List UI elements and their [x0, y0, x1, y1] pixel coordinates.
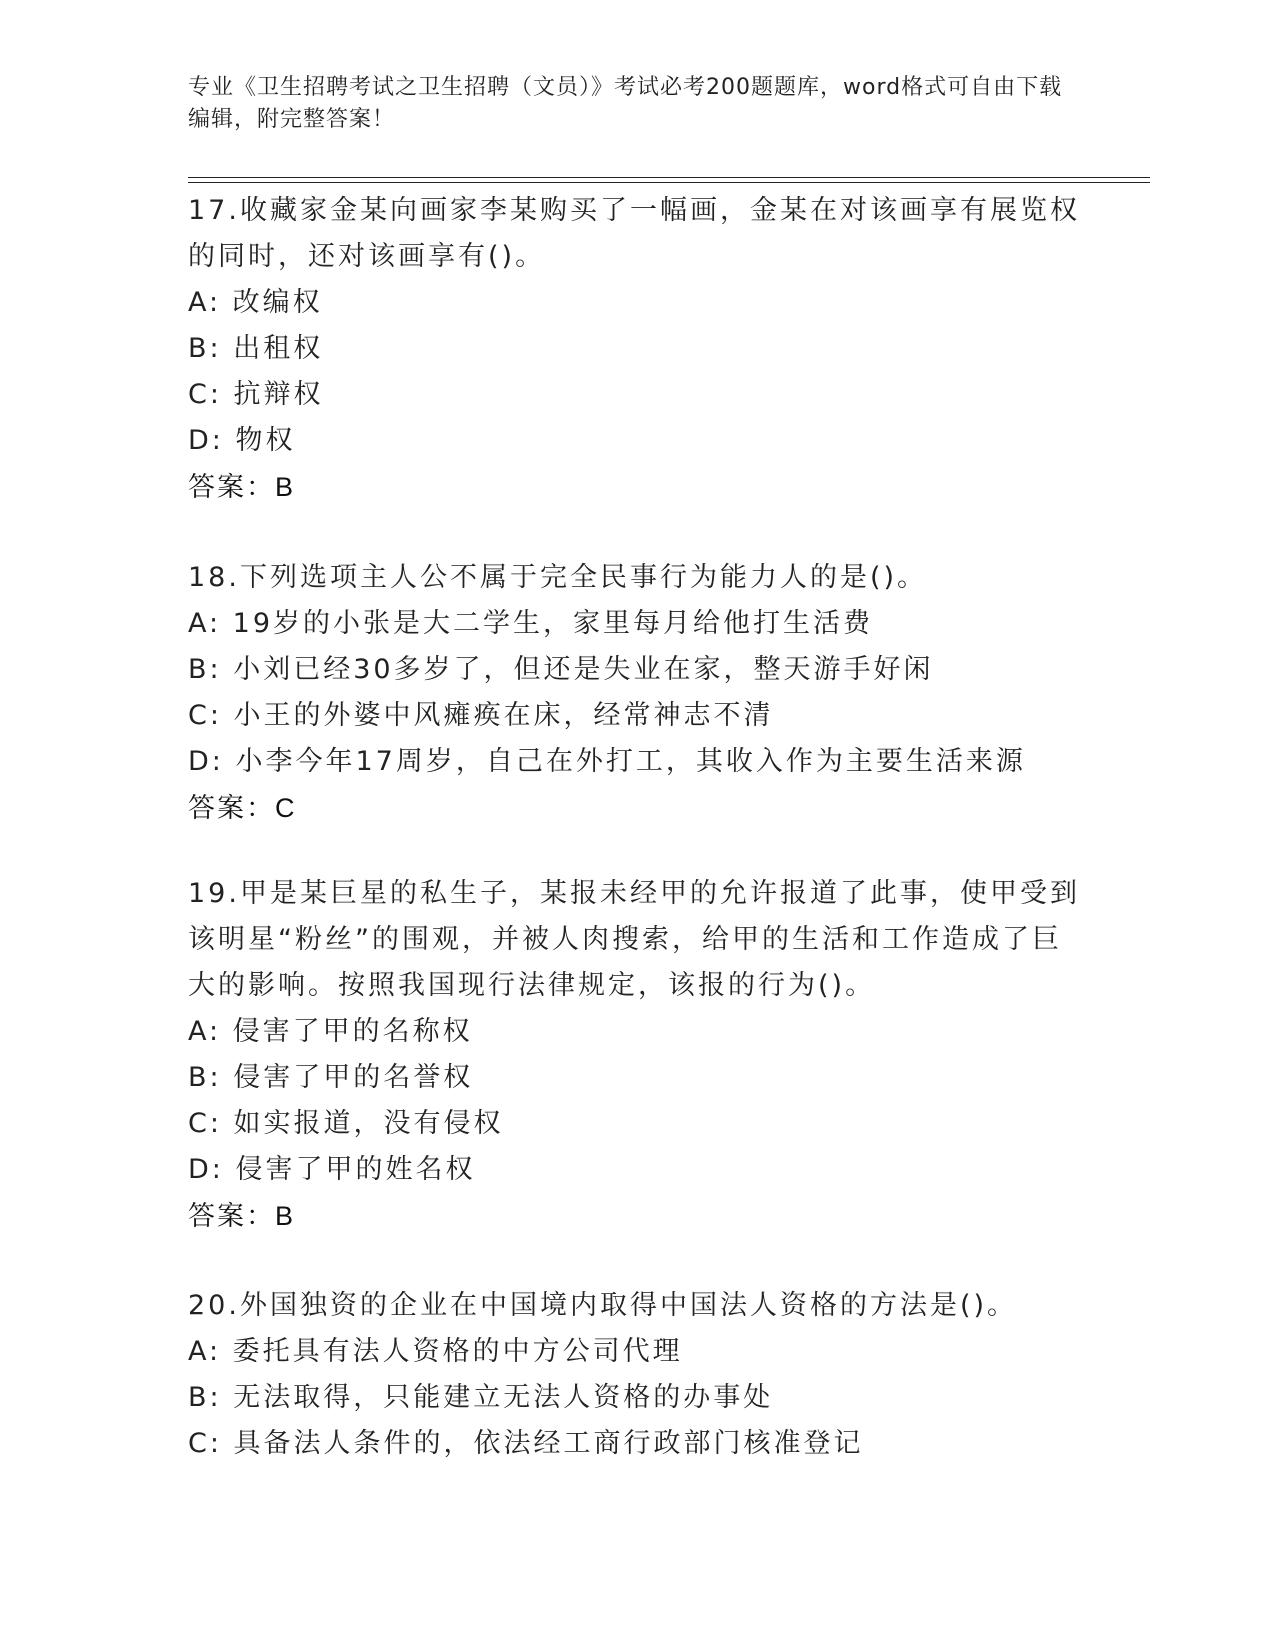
header-rule-top	[188, 177, 1150, 178]
option-c: C: 如实报道，没有侵权	[188, 1108, 504, 1139]
option-b: B: 无法取得，只能建立无法人资格的办事处	[188, 1382, 774, 1413]
option-b: B: 小刘已经30多岁了，但还是失业在家，整天游手好闲	[188, 654, 934, 685]
document-header: 专业《卫生招聘考试之卫生招聘（文员）》考试必考200题题库，word格式可自由下载编辑，附完整答案！	[188, 75, 1063, 132]
question-17	[188, 188, 1088, 510]
answer-line: 答案：B	[188, 1201, 296, 1231]
option-a: A: 改编权	[188, 287, 323, 318]
option-b: B: 出租权	[188, 333, 324, 364]
option-d: D: 小李今年17周岁，自己在外打工，其收入作为主要生活来源	[188, 746, 1026, 777]
header-rule-bottom	[188, 182, 1150, 183]
option-d: D: 物权	[188, 425, 296, 456]
answer-line: 答案：C	[188, 793, 297, 823]
question-stem: 19.甲是某巨星的私生子，某报未经甲的允许报道了此事，使甲受到该明星“粉丝”的围观，并被人肉搜索，给甲的生活和工作造成了巨大的影响。按照我国现行法律规定，该报的行为()。	[188, 878, 1080, 1001]
option-a: A: 侵害了甲的名称权	[188, 1016, 473, 1047]
question-stem: 20.外国独资的企业在中国境内取得中国法人资格的方法是()。	[188, 1290, 1018, 1321]
option-b: B: 侵害了甲的名誉权	[188, 1062, 474, 1093]
question-19	[188, 871, 1088, 1239]
option-c: C: 小王的外婆中风瘫痪在床，经常神志不清	[188, 700, 774, 731]
option-c: C: 抗辩权	[188, 379, 324, 410]
option-a: A: 委托具有法人资格的中方公司代理	[188, 1336, 683, 1367]
question-stem: 18.下列选项主人公不属于完全民事行为能力人的是()。	[188, 562, 928, 593]
question-stem: 17.收藏家金某向画家李某购买了一幅画，金某在对该画享有展览权的同时，还对该画享有()。	[188, 195, 1080, 272]
question-18	[188, 555, 1088, 831]
question-20	[188, 1283, 1088, 1467]
answer-line: 答案：B	[188, 472, 296, 502]
option-c: C: 具备法人条件的，依法经工商行政部门核准登记	[188, 1428, 864, 1459]
option-d: D: 侵害了甲的姓名权	[188, 1154, 476, 1185]
option-a: A: 19岁的小张是大二学生，家里每月给他打生活费	[188, 608, 874, 639]
